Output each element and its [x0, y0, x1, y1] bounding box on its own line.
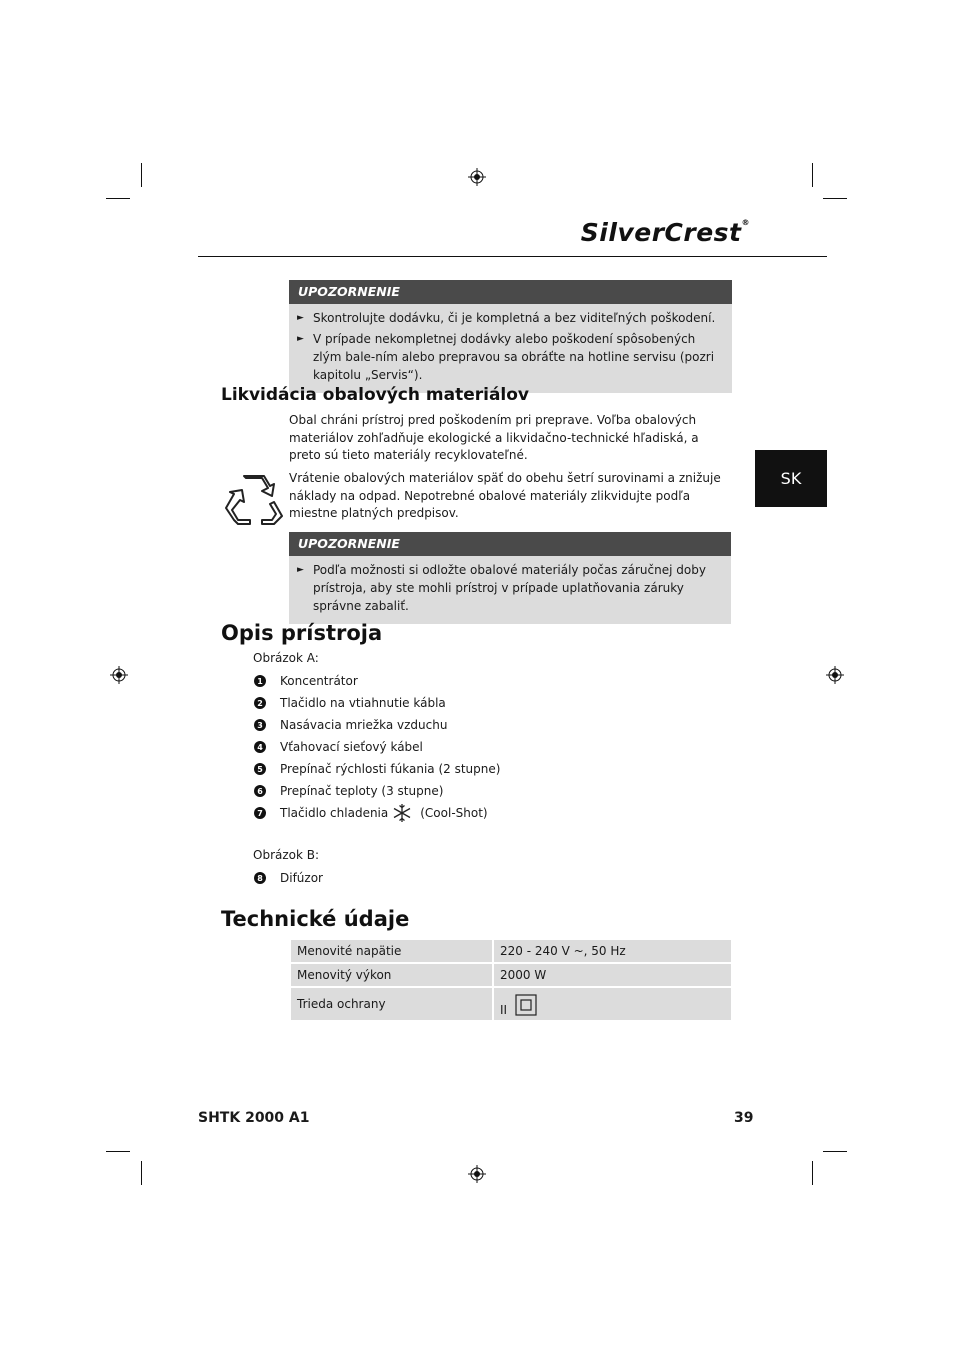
table-value-cell [494, 988, 731, 1020]
table-value: 220 - 240 V ~, 50 Hz [494, 940, 731, 962]
parts-list-a [254, 670, 500, 824]
table-value: 2000 W [494, 964, 731, 986]
warning-bullet [297, 330, 720, 384]
warning-box-delivery [289, 280, 732, 393]
table-label: Trieda ochrany [291, 988, 492, 1020]
language-tab [755, 450, 827, 507]
arrow-right-icon: ► [297, 313, 304, 323]
registration-mark-icon [826, 666, 844, 684]
snowflake-icon [392, 803, 412, 823]
crop-mark [812, 1161, 813, 1185]
crop-mark [823, 198, 847, 199]
parts-list-b [254, 867, 323, 889]
list-item [254, 714, 500, 736]
list-item [254, 758, 500, 780]
warning-text: Skontrolujte dodávku, či je kompletná a bez viditeľných poškodení. [313, 311, 716, 325]
disposal-paragraph: Vrátenie obalových materiálov späť do obehu šetrí surovinami a znižuje náklady na odpad. Nepotrebné obalové materiály zlikvidujte podľa miestne platných predpisov. [289, 471, 721, 520]
warning-text: V prípade nekompletnej dodávky alebo poškodení spôsobených zlým bale-ním alebo prepravou sa obráťte na hotline servisu (pozri kapitolu „Servis“). [313, 332, 715, 382]
table-row [291, 964, 731, 986]
item-label: Vťahovací sieťový kábel [280, 740, 423, 754]
list-item [254, 780, 500, 802]
technical-data-table [289, 938, 733, 1022]
registration-mark-icon [468, 168, 486, 186]
table-label: Menovitý výkon [291, 964, 492, 986]
header-rule [198, 256, 827, 257]
list-item [254, 736, 500, 758]
table-value: II [500, 1003, 508, 1017]
item-label: Prepínač teploty (3 stupne) [280, 784, 444, 798]
list-item [254, 867, 323, 889]
item-label: Difúzor [280, 871, 323, 885]
disposal-paragraph: Obal chráni prístroj pred poškodením pri preprave. Voľba obalových materiálov zohľadňuje ekologické a likvidačno-technické hľadiská, a preto sú tieto materiály recyklovateľné. [289, 413, 699, 462]
arrow-right-icon: ► [297, 565, 304, 575]
registration-mark-icon [468, 1165, 486, 1183]
protection-class-icon [515, 994, 537, 1016]
item-number: 4 [254, 741, 266, 753]
registered-mark: ® [741, 218, 750, 227]
registration-mark-icon [110, 666, 128, 684]
warning-box-packaging [289, 532, 731, 624]
figure-a-label: Obrázok A: [253, 651, 319, 665]
item-number: 3 [254, 719, 266, 731]
figure-b-label: Obrázok B: [253, 848, 320, 862]
language-tab-label: SK [780, 469, 802, 488]
list-item [254, 802, 500, 824]
brand-logo [560, 218, 750, 247]
table-label: Menovité napätie [291, 940, 492, 962]
warning-text: Podľa možnosti si odložte obalové materiály počas záručnej doby prístroja, aby ste mohli prístroj v prípade uplatňovania záruky správne zabaliť. [313, 563, 706, 613]
list-item [254, 692, 500, 714]
item-label: Nasávacia mriežka vzduchu [280, 718, 448, 732]
table-row [291, 988, 731, 1020]
item-number: 1 [254, 675, 266, 687]
recycle-icon [224, 472, 284, 528]
crop-mark [141, 163, 142, 187]
page-number: 39 [734, 1110, 754, 1126]
item-number: 2 [254, 697, 266, 709]
crop-mark [106, 1151, 130, 1152]
item-label: Tlačidlo na vtiahnutie kábla [280, 696, 446, 710]
footer-model: SHTK 2000 A1 [198, 1110, 310, 1126]
item-number: 6 [254, 785, 266, 797]
item-label: Koncentrátor [280, 674, 358, 688]
crop-mark [823, 1151, 847, 1152]
crop-mark [141, 1161, 142, 1185]
section-title-technical: Technické údaje [221, 907, 410, 931]
list-item [254, 670, 500, 692]
crop-mark [106, 198, 130, 199]
item-number: 5 [254, 763, 266, 775]
warning-bullet [297, 561, 719, 615]
item-number: 7 [254, 807, 266, 819]
brand-name: SilverCrest [580, 218, 742, 247]
section-title-description: Opis prístroja [221, 621, 383, 645]
item-label: Prepínač rýchlosti fúkania (2 stupne) [280, 762, 501, 776]
warning-bullet [297, 309, 720, 327]
item-number: 8 [254, 872, 266, 884]
section-title-disposal: Likvidácia obalových materiálov [221, 385, 530, 405]
item-label: Tlačidlo chladenia [280, 806, 389, 820]
warning-heading: UPOZORNENIE [289, 532, 731, 556]
item-suffix: (Cool-Shot) [420, 806, 488, 820]
warning-heading: UPOZORNENIE [289, 280, 732, 304]
crop-mark [812, 163, 813, 187]
arrow-right-icon: ► [297, 334, 304, 344]
table-row [291, 940, 731, 962]
